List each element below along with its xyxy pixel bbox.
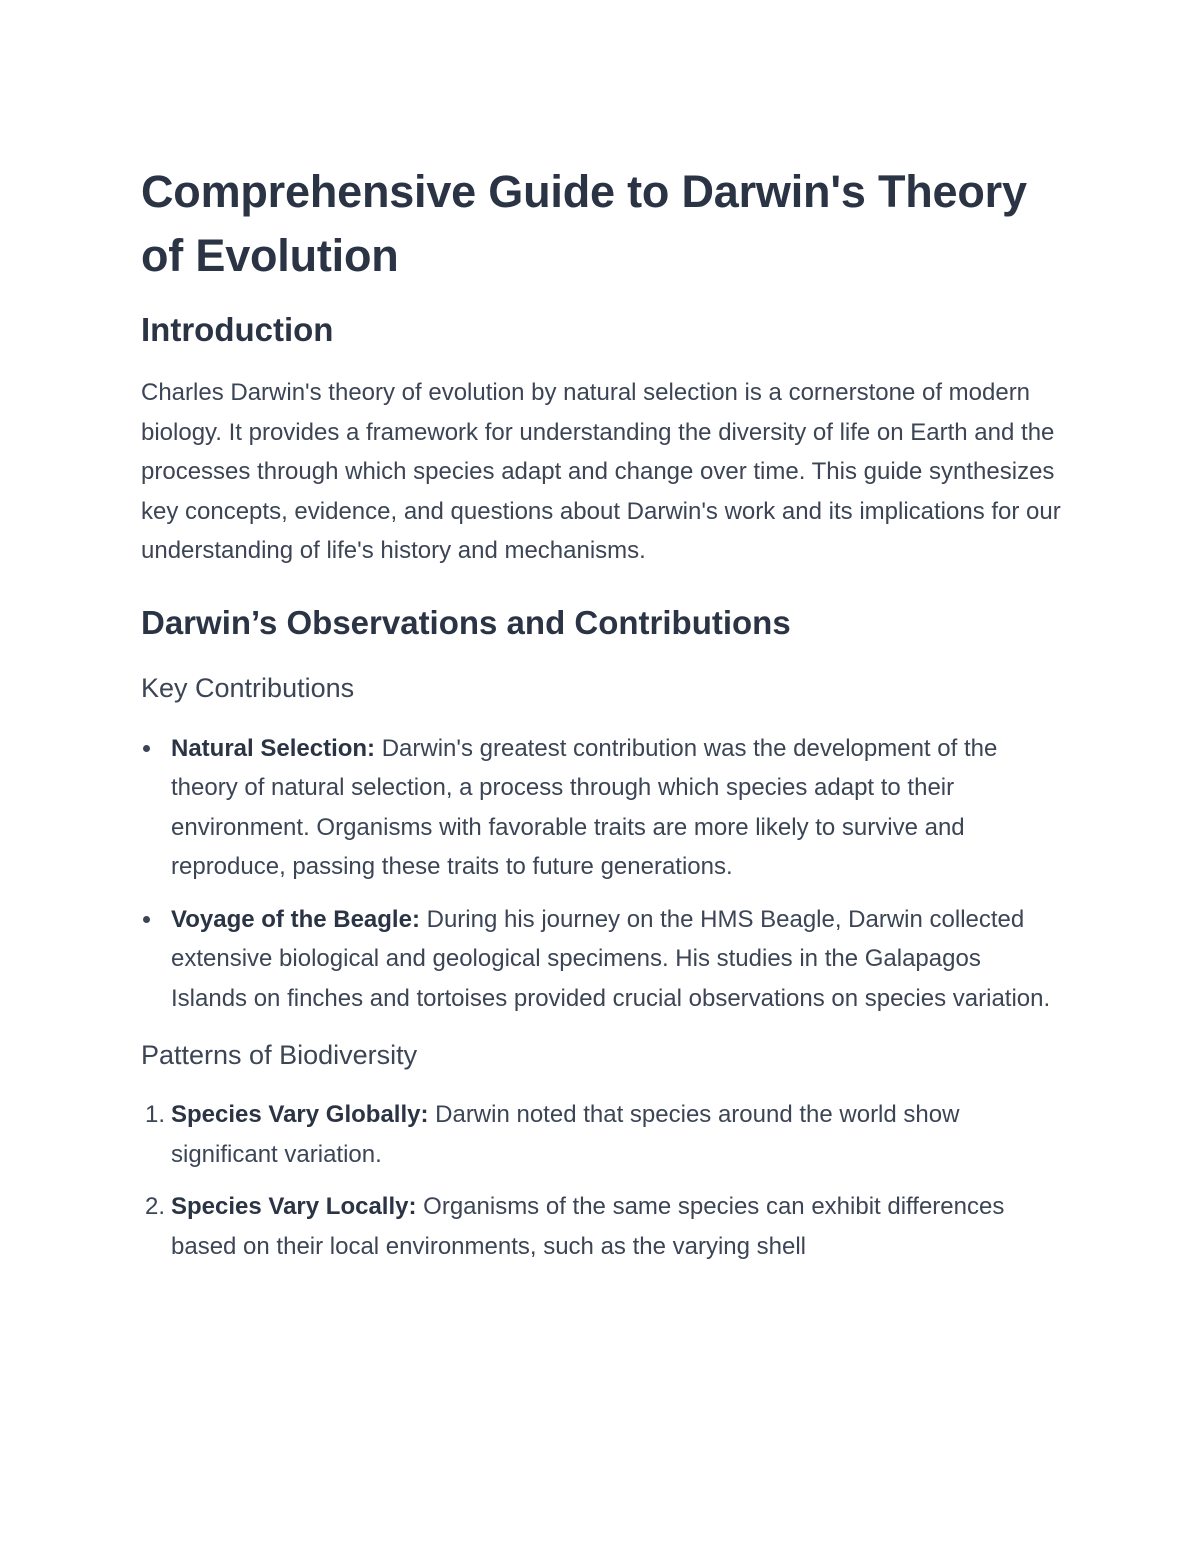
list-item-term: Species Vary Globally: [171,1101,429,1128]
list-item-voyage-of-the-beagle [141,900,1061,1019]
list-number: 2. [145,1193,166,1220]
list-item-text: During his journey on the HMS Beagle, Darwin collected extensive biological and geological specimens. His studies in the Galapagos Islands on finches and tortoises provided crucial observations on species variation. [171,905,1051,1012]
observations-heading: Darwin’s Observations and Contributions [141,603,791,641]
introduction-heading: Introduction [141,311,334,348]
patterns-of-biodiversity-heading: Patterns of Biodiversity [141,1040,418,1070]
bullet-icon [143,916,150,923]
patterns-of-biodiversity-list [141,1095,1061,1266]
list-item-natural-selection [141,729,1061,887]
key-contributions-heading: Key Contributions [141,672,355,703]
document-page [141,160,1061,1266]
bullet-icon [143,745,150,752]
list-item-text: Darwin's greatest contribution was the development of the theory of natural selection, a process through which species adapt to their environment. Organisms with favorable traits are more likely to survive and reproduce, passing these traits to future generations. [171,734,998,880]
document-title: Comprehensive Guide to Darwin's Theory of Evolution [141,166,1027,281]
list-number: 1. [145,1101,166,1128]
list-item-term: Voyage of the Beagle: [171,905,420,933]
list-item-text: Organisms of the same species can exhibit differences based on their local environments, such as the varying shell [171,1193,1005,1260]
list-item-term: Natural Selection: [171,734,376,762]
list-item-species-vary-globally [141,1095,1061,1174]
list-item-species-vary-locally [141,1187,1061,1266]
introduction-paragraph: Charles Darwin's theory of evolution by natural selection is a cornerstone of modern biology. It provides a framework for understanding the diversity of life on Earth and the processes through which species adapt and change over time. This guide synthesizes key concepts, evidence, and questions about Darwin's work and its implications for our understanding of life's history and mechanisms. [141,379,1061,564]
list-item-text: Darwin noted that species around the world show significant variation. [171,1101,960,1168]
list-item-term: Species Vary Locally: [171,1193,417,1220]
key-contributions-list [141,729,1061,1019]
